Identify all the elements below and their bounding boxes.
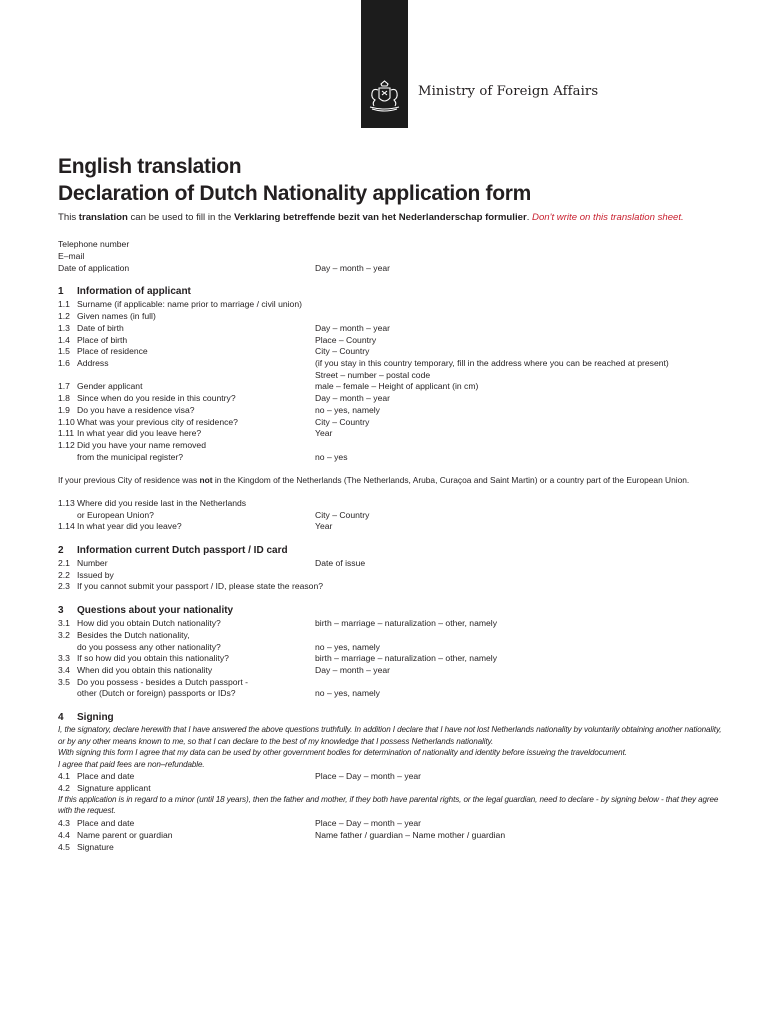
item-number: 1.1 <box>58 299 70 309</box>
item-number: 2.3 <box>58 581 70 591</box>
item-label: Do you possess - besides a Dutch passport - <box>77 677 249 687</box>
item-label: other (Dutch or foreign) passports or IDs? <box>77 688 236 698</box>
item-number: 1.2 <box>58 311 70 321</box>
item-value: Place – Day – month – year <box>315 771 422 781</box>
note-part-3: in the Kingdom of the Netherlands (The Netherlands, Aruba, Curaçoa and Saint Martin) or a country part of the European Union. <box>212 475 690 485</box>
item-label: Given names (in full) <box>77 311 156 321</box>
item-number: 1.8 <box>58 393 70 403</box>
item-value: City – Country <box>315 510 370 520</box>
item-number: 4.2 <box>58 783 70 793</box>
item-number: 3.4 <box>58 665 70 675</box>
item-label: Number <box>77 558 108 568</box>
item-value: birth – marriage – naturalization – other, namely <box>315 653 497 663</box>
item-number: 1.14 <box>58 521 75 531</box>
declaration-line-4: I agree that paid fees are non–refundable. <box>58 760 205 769</box>
minor-note-line-1: If this application is in regard to a minor (until 18 years), then the father and mother, if they both have parental rights, or the legal guardian, need to declare - by signing below - that they agree <box>58 795 719 804</box>
minor-note-line-2: with the request. <box>58 806 116 815</box>
item-value: Date of issue <box>315 558 366 568</box>
item-number: 1.6 <box>58 358 70 368</box>
item-value: Day – month – year <box>315 665 390 675</box>
item-value: Place – Country <box>315 335 377 345</box>
item-label: Place and date <box>77 771 135 781</box>
item-value: Name father / guardian – Name mother / guardian <box>315 830 506 840</box>
declaration-line-2: or by any other means known to me, so that I can declare to the best of my knowledge that I possess Netherlands nationality. <box>58 737 494 746</box>
item-label: In what year did you leave here? <box>77 428 202 438</box>
intro-text <box>58 212 684 223</box>
declaration-line-1: I, the signatory, declare herewith that I have answered the above questions truthfully. In addition I declare that I have not lost Netherlands nationality by voluntarily obtaining another nationality, <box>58 725 722 734</box>
item-label: Surname (if applicable: name prior to marriage / civil union) <box>77 299 302 309</box>
item-label: Signature <box>77 842 114 852</box>
item-label: Besides the Dutch nationality, <box>77 630 190 640</box>
item-number: 3.5 <box>58 677 70 687</box>
item-label: do you possess any other nationality? <box>77 642 221 652</box>
item-value: no – yes, namely <box>315 642 380 652</box>
intro-part-2: translation <box>78 212 128 223</box>
intro-part-3: can be used to fill in the <box>127 212 234 223</box>
item-label: Name parent or guardian <box>77 830 173 840</box>
item-value: City – Country <box>315 417 370 427</box>
item-value: no – yes, namely <box>315 405 380 415</box>
intro-warning: Don't write on this translation sheet. <box>532 212 684 223</box>
item-label: Issued by <box>77 570 114 580</box>
section-2-title: Information current Dutch passport / ID card <box>77 545 288 556</box>
item-label: Did you have your name removed <box>77 440 206 450</box>
logo-bar <box>361 0 408 128</box>
item-label: Since when do you reside in this country? <box>77 393 236 403</box>
item-value: Street – number – postal code <box>315 370 431 380</box>
section-3-title: Questions about your nationality <box>77 605 234 616</box>
section-4-title: Signing <box>77 712 114 723</box>
item-number: 1.13 <box>58 498 75 508</box>
item-number: 4.3 <box>58 818 70 828</box>
item-value: Day – month – year <box>315 323 390 333</box>
item-value: no – yes <box>315 452 348 462</box>
item-number: 1.12 <box>58 440 75 450</box>
item-value: no – yes, namely <box>315 688 380 698</box>
item-value: birth – marriage – naturalization – other, namely <box>315 618 497 628</box>
note-part-1: If your previous City of residence was <box>58 475 200 485</box>
declaration-line-3: With signing this form I agree that my data can be used by other government bodies for determination of nationality and identity before issueing the traveldocument. <box>58 748 627 757</box>
item-number: 3.1 <box>58 618 70 628</box>
previous-residence-note <box>58 475 689 485</box>
item-value: Day – month – year <box>315 393 390 403</box>
item-number: 2.2 <box>58 570 70 580</box>
intro-part-4: Verklaring betreffende bezit van het Nederlanderschap formulier <box>233 212 527 223</box>
title-line-1: English translation <box>58 155 242 178</box>
item-value: (if you stay in this country temporary, fill in the address where you can be reached at present) <box>315 358 669 368</box>
section-1-title: Information of applicant <box>77 286 191 297</box>
item-label: Place of residence <box>77 346 148 356</box>
item-label: Address <box>77 358 109 368</box>
item-label: or European Union? <box>77 510 154 520</box>
item-number: 1.10 <box>58 417 75 427</box>
section-1-number: 1 <box>58 286 64 297</box>
item-number: 1.9 <box>58 405 70 415</box>
section-2-number: 2 <box>58 545 64 556</box>
item-number: 4.5 <box>58 842 70 852</box>
item-number: 1.7 <box>58 381 70 391</box>
item-label: Gender applicant <box>77 381 143 391</box>
section-3-number: 3 <box>58 605 64 616</box>
item-number: 1.3 <box>58 323 70 333</box>
item-number: 4.4 <box>58 830 70 840</box>
item-label: Place of birth <box>77 335 128 345</box>
date-of-application-label: Date of application <box>58 263 130 273</box>
item-number: 4.1 <box>58 771 70 781</box>
item-label: Signature applicant <box>77 783 151 793</box>
item-label: Do you have a residence visa? <box>77 405 195 415</box>
item-value: Year <box>315 428 333 438</box>
item-label: In what year did you leave? <box>77 521 182 531</box>
item-label: Place and date <box>77 818 135 828</box>
intro-part-5: . <box>526 212 533 223</box>
document-title <box>58 153 531 207</box>
item-value: male – female – Height of applicant (in cm) <box>315 381 479 391</box>
item-label: What was your previous city of residence? <box>77 417 238 427</box>
title-line-2: Declaration of Dutch Nationality application form <box>58 182 532 205</box>
ministry-name: Ministry of Foreign Affairs <box>418 84 599 99</box>
item-label: If so how did you obtain this nationality? <box>77 653 229 663</box>
item-label: from the municipal register? <box>77 452 184 462</box>
item-number: 3.2 <box>58 630 70 640</box>
item-number: 3.3 <box>58 653 70 663</box>
telephone-label: Telephone number <box>58 239 130 249</box>
note-part-2: not <box>199 475 213 485</box>
intro-part-1: This <box>58 212 79 223</box>
item-value: Place – Day – month – year <box>315 818 422 828</box>
item-label: Where did you reside last in the Netherlands <box>77 498 247 508</box>
item-label: If you cannot submit your passport / ID, please state the reason? <box>77 581 324 591</box>
coat-of-arms-icon <box>364 78 405 114</box>
item-value: Year <box>315 521 333 531</box>
item-number: 2.1 <box>58 558 70 568</box>
item-number: 1.4 <box>58 335 70 345</box>
email-label: E–mail <box>58 251 85 261</box>
item-number: 1.5 <box>58 346 70 356</box>
item-number: 1.11 <box>58 428 75 438</box>
item-label: How did you obtain Dutch nationality? <box>77 618 221 628</box>
item-label: When did you obtain this nationality <box>77 665 213 675</box>
section-4-number: 4 <box>58 712 64 723</box>
item-label: Date of birth <box>77 323 124 333</box>
date-of-application-format: Day – month – year <box>315 263 390 273</box>
item-value: City – Country <box>315 346 370 356</box>
